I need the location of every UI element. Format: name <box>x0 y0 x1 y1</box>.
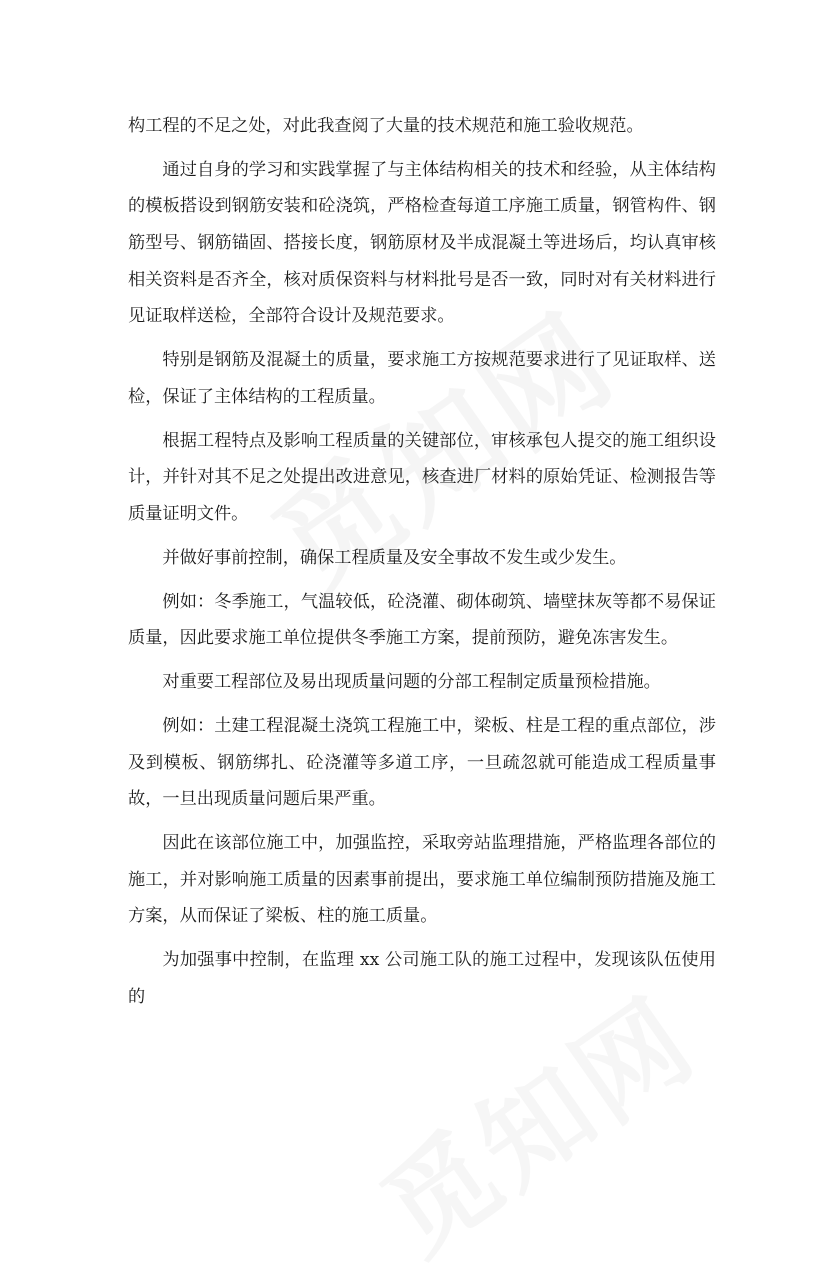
paragraph: 因此在该部位施工中，加强监控，采取旁站监理措施，严格监理各部位的施工，并对影响施工质量的因素事前提出，要求施工单位编制预防措施及施工方案，从而保证了梁板、柱的施工质量。 <box>128 833 716 927</box>
paragraph: 例如：土建工程混凝土浇筑工程施工中，梁板、柱是工程的重点部位，涉及到模板、钢筋绑扎、砼浇灌等多道工序，一旦疏忽就可能造成工程质量事故，一旦出现质量问题后果严重。 <box>128 715 716 810</box>
paragraph: 对重要工程部位及易出现质量问题的分部工程制定质量预检措施。 <box>162 672 661 693</box>
paragraph: 并做好事前控制，确保工程质量及安全事故不发生或少发生。 <box>162 547 627 568</box>
paragraph: 根据工程特点及影响工程质量的关键部位，审核承包人提交的施工组织设计，并针对其不足之处提出改进意见，核查进厂材料的原始凭证、检测报告等质量证明文件。 <box>128 430 716 524</box>
document-body <box>128 108 716 1023</box>
paragraph: 特别是钢筋及混凝土的质量，要求施工方按规范要求进行了见证取样、送检，保证了主体结构的工程质量。 <box>128 350 716 407</box>
paragraph: 例如：冬季施工，气温较低，砼浇灌、砌体砌筑、墙壁抹灰等都不易保证质量，因此要求施工单位提供冬季施工方案，提前预防，避免冻害发生。 <box>128 591 716 649</box>
paragraph: 通过自身的学习和实践掌握了与主体结构相关的技术和经验，从主体结构的模板搭设到钢筋安装和砼浇筑，严格检查每道工序施工质量，钢管构件、钢筋型号、钢筋锚固、搭接长度，钢筋原材及半成混凝土等进场后，均认真审核相关资料是否齐全，核对质保资料与材料批号是否一致，同时对有关材料进行见证取样送检，全部符合设计及规范要求。 <box>128 159 716 327</box>
paragraph: 构工程的不足之处，对此我查阅了大量的技术规范和施工验收规范。 <box>128 116 644 136</box>
paragraph: 为加强事中控制，在监理 xx 公司施工队的施工过程中，发现该队伍使用的 <box>128 950 716 1007</box>
